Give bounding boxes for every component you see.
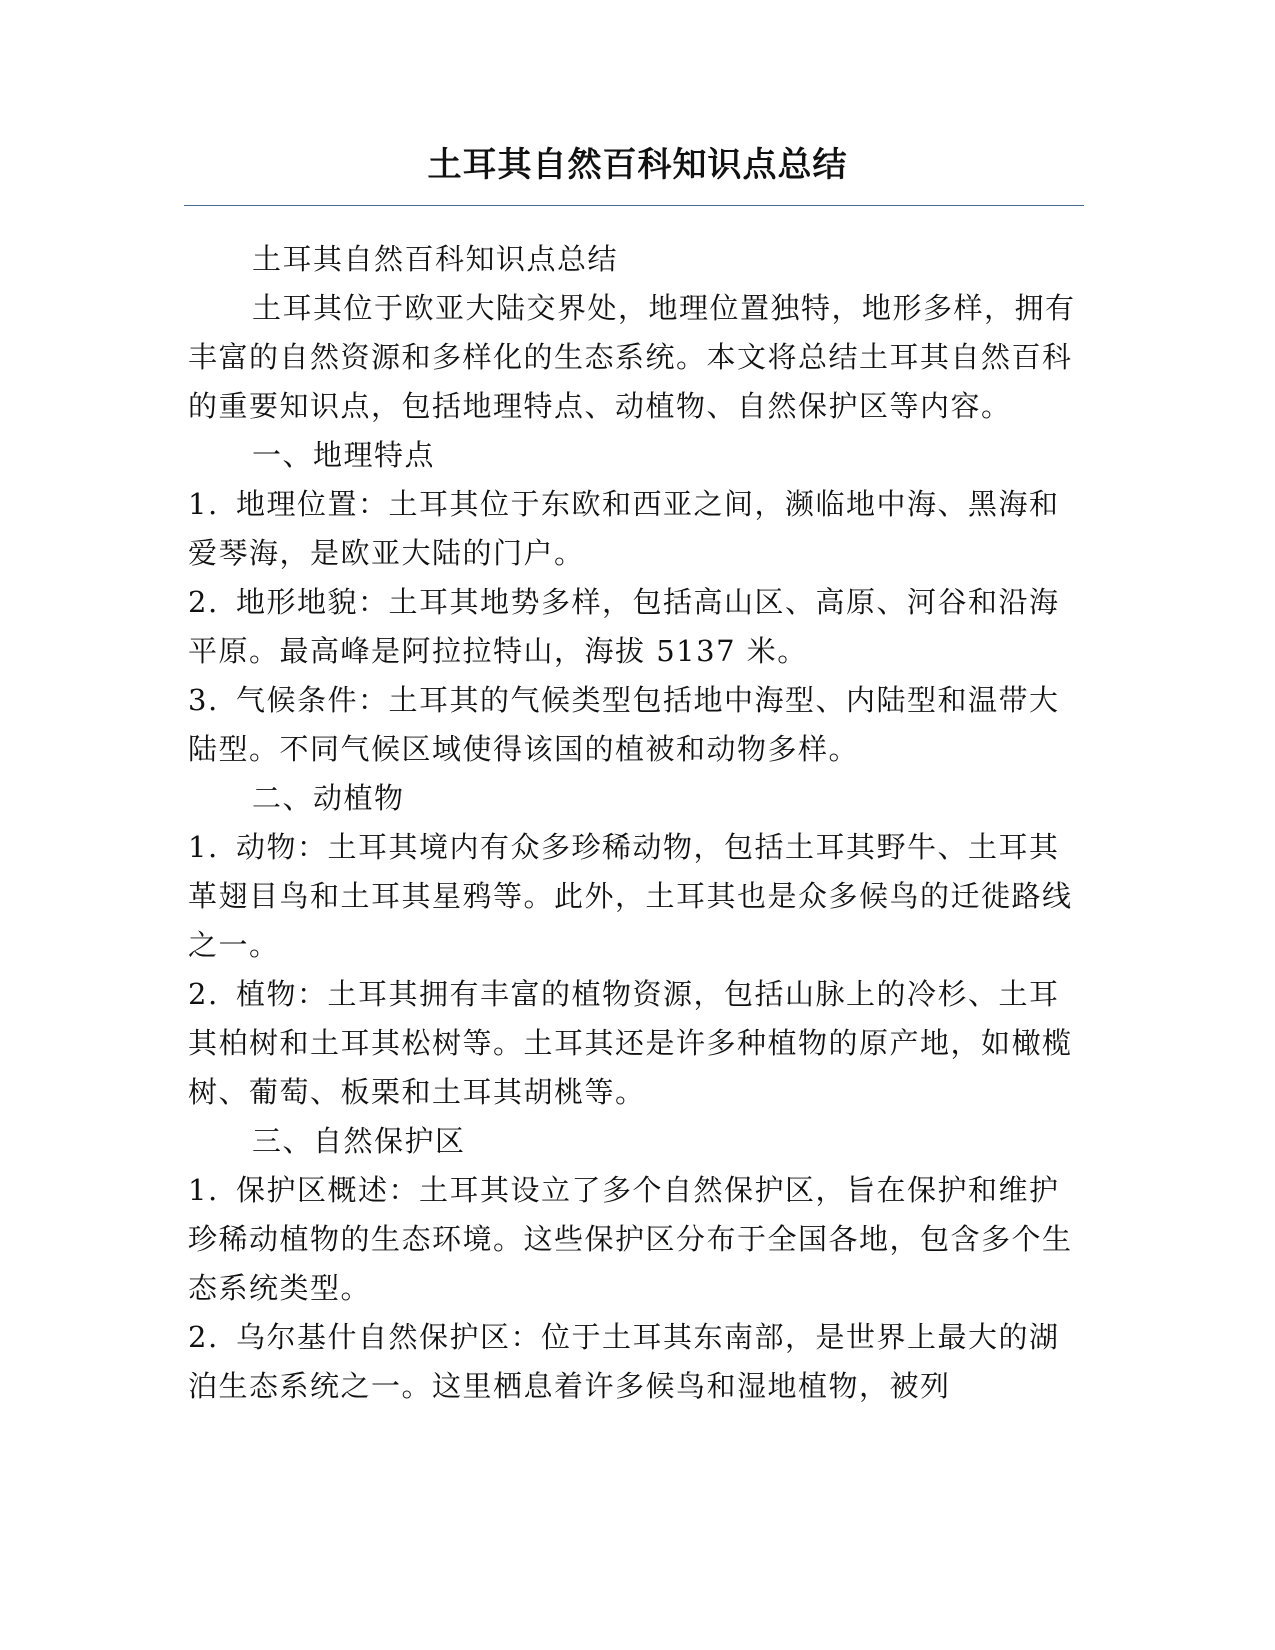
item-number: 1. [188,1173,219,1207]
title-divider [184,205,1084,206]
list-item [188,578,1084,676]
list-item [188,1313,1084,1411]
list-item [188,823,1084,970]
page-title: 土耳其自然百科知识点总结 [427,145,848,185]
list-item [188,970,1084,1117]
list-item [188,480,1084,578]
item-number: 3. [188,683,219,717]
list-item [188,676,1084,774]
section-heading-geography: 一、地理特点 [252,438,436,472]
item-number: 1. [188,487,219,521]
item-number: 1. [188,830,219,864]
item-number: 2. [188,585,219,619]
item-text: 气候条件：土耳其的气候类型包括地中海型、内陆型和温带大陆型。不同气候区域使得该国的植被和动物多样。 [188,683,1060,766]
item-text: 乌尔基什自然保护区：位于土耳其东南部，是世界上最大的湖泊生态系统之一。这里栖息着许多候鸟和湿地植物，被列 [188,1320,1060,1403]
item-number: 2. [188,977,219,1011]
list-item [188,1166,1084,1313]
item-text: 地理位置：土耳其位于东欧和西亚之间，濒临地中海、黑海和爱琴海，是欧亚大陆的门户。 [188,487,1060,570]
item-text: 动物：土耳其境内有众多珍稀动物，包括土耳其野牛、土耳其革翅目鸟和土耳其星鸦等。此外，土耳其也是众多候鸟的迁徙路线之一。 [188,830,1073,962]
item-text: 保护区概述：土耳其设立了多个自然保护区，旨在保护和维护珍稀动植物的生态环境。这些保护区分布于全国各地，包含多个生态系统类型。 [188,1173,1073,1305]
intro-paragraph: 土耳其位于欧亚大陆交界处，地理位置独特，地形多样，拥有丰富的自然资源和多样化的生态系统。本文将总结土耳其自然百科的重要知识点，包括地理特点、动植物、自然保护区等内容。 [188,291,1076,423]
document-body [188,235,1084,1411]
document-subtitle: 土耳其自然百科知识点总结 [252,242,619,276]
item-number: 2. [188,1320,219,1354]
section-heading-flora-fauna: 二、动植物 [252,781,405,815]
section-heading-reserves: 三、自然保护区 [252,1124,466,1158]
item-text: 地形地貌：土耳其地势多样，包括高山区、高原、河谷和沿海平原。最高峰是阿拉拉特山，海拔 5137 米。 [188,585,1060,668]
item-text: 植物：土耳其拥有丰富的植物资源，包括山脉上的冷杉、土耳其柏树和土耳其松树等。土耳其还是许多种植物的原产地，如橄榄树、葡萄、板栗和土耳其胡桃等。 [188,977,1073,1109]
